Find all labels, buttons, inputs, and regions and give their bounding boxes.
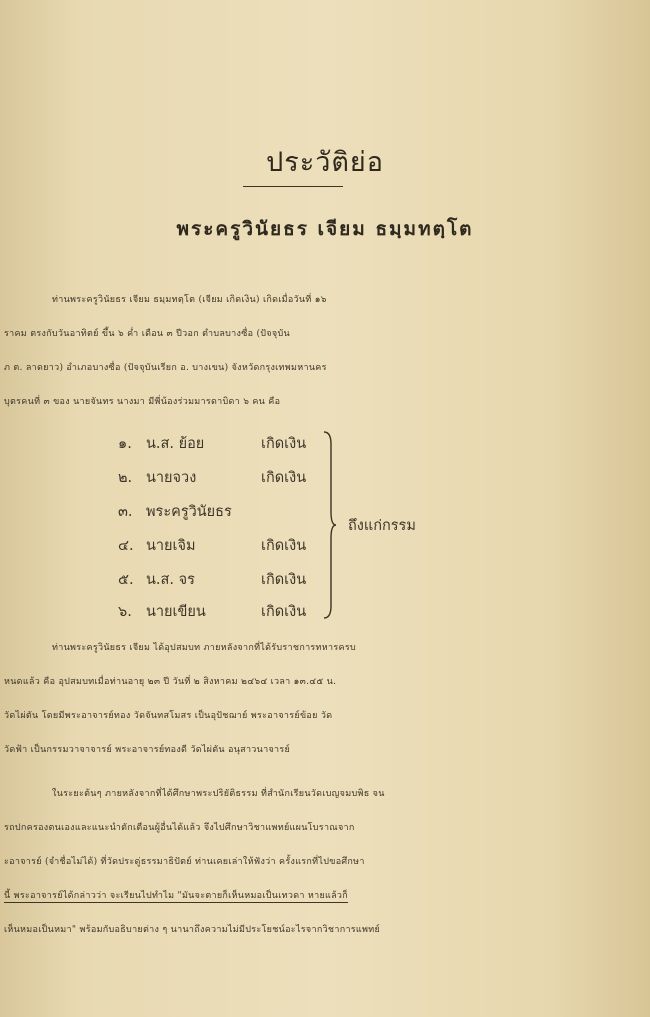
page-subtitle: พระครูวินัยธร เจียม ธมฺมทตฺโต	[176, 218, 474, 240]
list-number: ๔.	[118, 538, 134, 554]
paragraph-3-line: ะอาจารย์ (จำชื่อไม่ได้) ที่วัดประดู่ธรรมาธิปัตย์ ท่านเคยเล่าให้ฟังว่า ครั้งแรกที่ไปขอศึกษา	[4, 857, 365, 867]
page-title: ประวัติย่อ	[266, 147, 384, 178]
list-item	[118, 600, 341, 623]
paragraph-2-line: หนดแล้ว คือ อุปสมบทเมื่อท่านอายุ ๒๓ ปี วันที่ ๒ สิงหาคม ๒๔๖๔ เวลา ๑๓.๔๕ น.	[4, 677, 337, 687]
list-surname: เกิดเงิน	[261, 604, 307, 620]
list-name: นายเขียน	[146, 604, 206, 620]
list-number: ๖.	[118, 604, 132, 620]
list-number: ๓.	[118, 504, 133, 520]
paragraph-2-line: วัดฟ้า เป็นกรรมวาจาจารย์ พระอาจารย์ทองดี วัดไผ่ตัน อนุสาวนาจารย์	[4, 745, 291, 755]
list-item	[118, 568, 341, 591]
list-surname: เกิดเงิน	[261, 572, 307, 588]
paragraph-3-line: รถปกครองตนเองและแนะนำตักเตือนผู้อื่นได้แล้ว จึงไปศึกษาวิชาแพทย์แผนโบราณจาก	[4, 823, 355, 833]
paragraph-2-line: วัดไผ่ตัน โดยมีพระอาจารย์ทอง วัดจันทสโมสร เป็นอุปัชฌาย์ พระอาจารย์ข้อย วัด	[4, 711, 333, 721]
list-number: ๑.	[118, 436, 132, 452]
list-item	[118, 466, 341, 489]
list-surname: เกิดเงิน	[261, 436, 307, 452]
paragraph-1-line: ราคม ตรงกับวันอาทิตย์ ขึ้น ๖ ค่ำ เดือน ๓ ปีวอก ตำบลบางซื่อ (ปัจจุบัน	[4, 329, 290, 339]
paragraph-3-line: ในระยะต้นๆ ภายหลังจากที่ได้ศึกษาพระปริยัติธรรม ที่สำนักเรียนวัดเบญจมบพิธ จน	[52, 789, 385, 799]
list-surname: เกิดเงิน	[261, 470, 307, 486]
list-name: พระครูวินัยธร	[146, 504, 232, 520]
paragraph-3-line: เห็นหมอเป็นหมา" พร้อมกับอธิบายต่าง ๆ นานาถึงความไม่มีประโยชน์อะไรจากวิชาการแพทย์	[4, 925, 381, 935]
list-name: น.ส. ย้อย	[146, 436, 205, 452]
paragraph-3-line: นี้ พระอาจารย์ได้กล่าวว่า จะเรียนไปทำไม "มันจะตายก็เห็นหมอเป็นเทวดา หายแล้วก็	[4, 891, 349, 901]
paragraph-1-line: บุตรคนที่ ๓ ของ นายจันทร นางมา มีพี่น้องร่วมมารดาบิดา ๖ คน คือ	[4, 397, 281, 407]
right-brace	[322, 430, 336, 620]
list-surname: เกิดเงิน	[261, 538, 307, 554]
paragraph-1-line: ท่านพระครูวินัยธร เจียม ธมฺมทตฺโต (เจียม เกิดเงิน) เกิดเมื่อวันที่ ๑๖	[52, 295, 327, 305]
list-name: นายเจิม	[146, 538, 196, 554]
list-name: น.ส. จร	[146, 572, 195, 588]
list-item	[118, 534, 341, 557]
paragraph-2-line: ท่านพระครูวินัยธร เจียม ได้อุปสมบท ภายหลังจากที่ได้รับราชการทหารครบ	[52, 643, 356, 653]
paragraph-1-line: ภ ต. ลาดยาว) อำเภอบางซื่อ (ปัจจุบันเรียก อ. บางเขน) จังหวัดกรุงเทพมหานคร	[4, 363, 327, 373]
siblings-note: ถึงแก่กรรม	[348, 518, 416, 534]
list-item	[118, 432, 341, 455]
list-name: นายจวง	[146, 470, 197, 486]
title-underline	[243, 186, 343, 187]
list-number: ๕.	[118, 572, 134, 588]
list-number: ๒.	[118, 470, 133, 486]
list-item	[118, 500, 341, 523]
